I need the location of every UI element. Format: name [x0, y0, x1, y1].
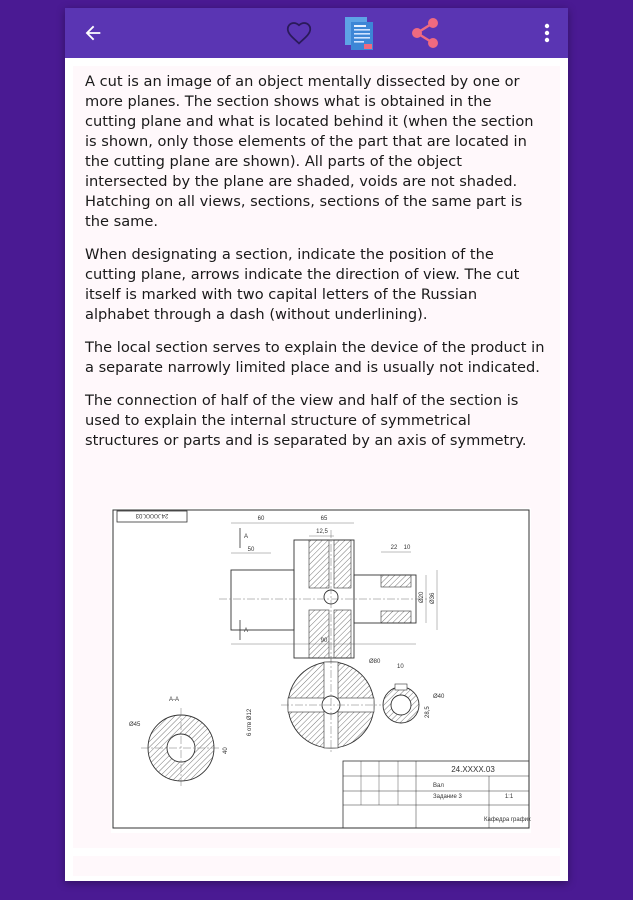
- title-block-scale: 1:1: [504, 794, 514, 800]
- dim-label: Ø40: [433, 694, 445, 700]
- technical-drawing-svg: [111, 508, 531, 833]
- dim-label: Ø36: [430, 592, 436, 604]
- dim-label: Ø20: [419, 591, 425, 603]
- corner-code: 24.XXXX.03: [135, 512, 169, 518]
- bottom-strip: [73, 856, 560, 876]
- cut-label-bottom: A: [244, 628, 249, 634]
- dim-label: 65: [320, 516, 328, 522]
- section-label: A-A: [169, 697, 180, 703]
- dim-label: 6 отв Ø12: [247, 708, 253, 736]
- paragraph: The local section serves to explain the device of the product in a separate narrowly limited place and is usually not indicated.: [85, 339, 545, 376]
- dim-label: 60: [257, 516, 265, 522]
- paragraph: A cut is an image of an object mentally dissected by one or more planes. The section shows what is obtained in the cutting plane and what is located behind it (when the section is shown, only those elements of the part that are located in the cutting plane are shown). All parts of the object intersected by the plane are shaded, voids are not shaded. Hatching on all views, sections, sections of the same part is the same.: [85, 73, 534, 230]
- title-block-task: Задание 3: [433, 794, 462, 800]
- documents-icon: [342, 15, 376, 51]
- share-button[interactable]: [403, 8, 447, 58]
- cut-label-top: A: [244, 534, 249, 540]
- dim-label: 22: [390, 545, 398, 551]
- dim-label: Ø45: [129, 722, 141, 728]
- article-content: [73, 66, 560, 848]
- article-text: [85, 72, 545, 464]
- dim-label: 12,5: [316, 529, 328, 535]
- dim-label: 10: [403, 545, 411, 551]
- overflow-menu-button[interactable]: [535, 8, 559, 58]
- dim-label: 50: [247, 547, 255, 553]
- more-vertical-icon: [544, 23, 550, 43]
- app-bar: [65, 8, 568, 58]
- dim-label: 40: [223, 747, 229, 754]
- title-block-org: Кафедра графики: [484, 817, 531, 823]
- favorite-button[interactable]: [279, 8, 319, 58]
- app-window: [65, 8, 568, 881]
- heart-outline-icon: [282, 18, 316, 48]
- title-block-name: Вал: [433, 783, 444, 789]
- dim-label: 28,5: [425, 706, 431, 718]
- title-block-code: 24.XXXX.03: [451, 765, 495, 774]
- arrow-left-icon: [82, 22, 104, 44]
- paragraph: When designating a section, indicate the position of the cutting plane, arrows indicate the direction of view. The cut itself is marked with two capital letters of the Russian alphabet through a dash (without underlining).: [85, 246, 520, 323]
- dim-label: 90: [320, 638, 328, 644]
- back-button[interactable]: [75, 8, 111, 58]
- dim-label: Ø80: [369, 659, 381, 665]
- documents-button[interactable]: [337, 8, 381, 58]
- dim-label: 10: [397, 664, 404, 670]
- paragraph: The connection of half of the view and half of the section is used to explain the internal structure of symmetrical structures or parts and is separated by an axis of symmetry.: [85, 392, 527, 449]
- technical-drawing: [111, 508, 531, 833]
- share-icon: [409, 16, 441, 50]
